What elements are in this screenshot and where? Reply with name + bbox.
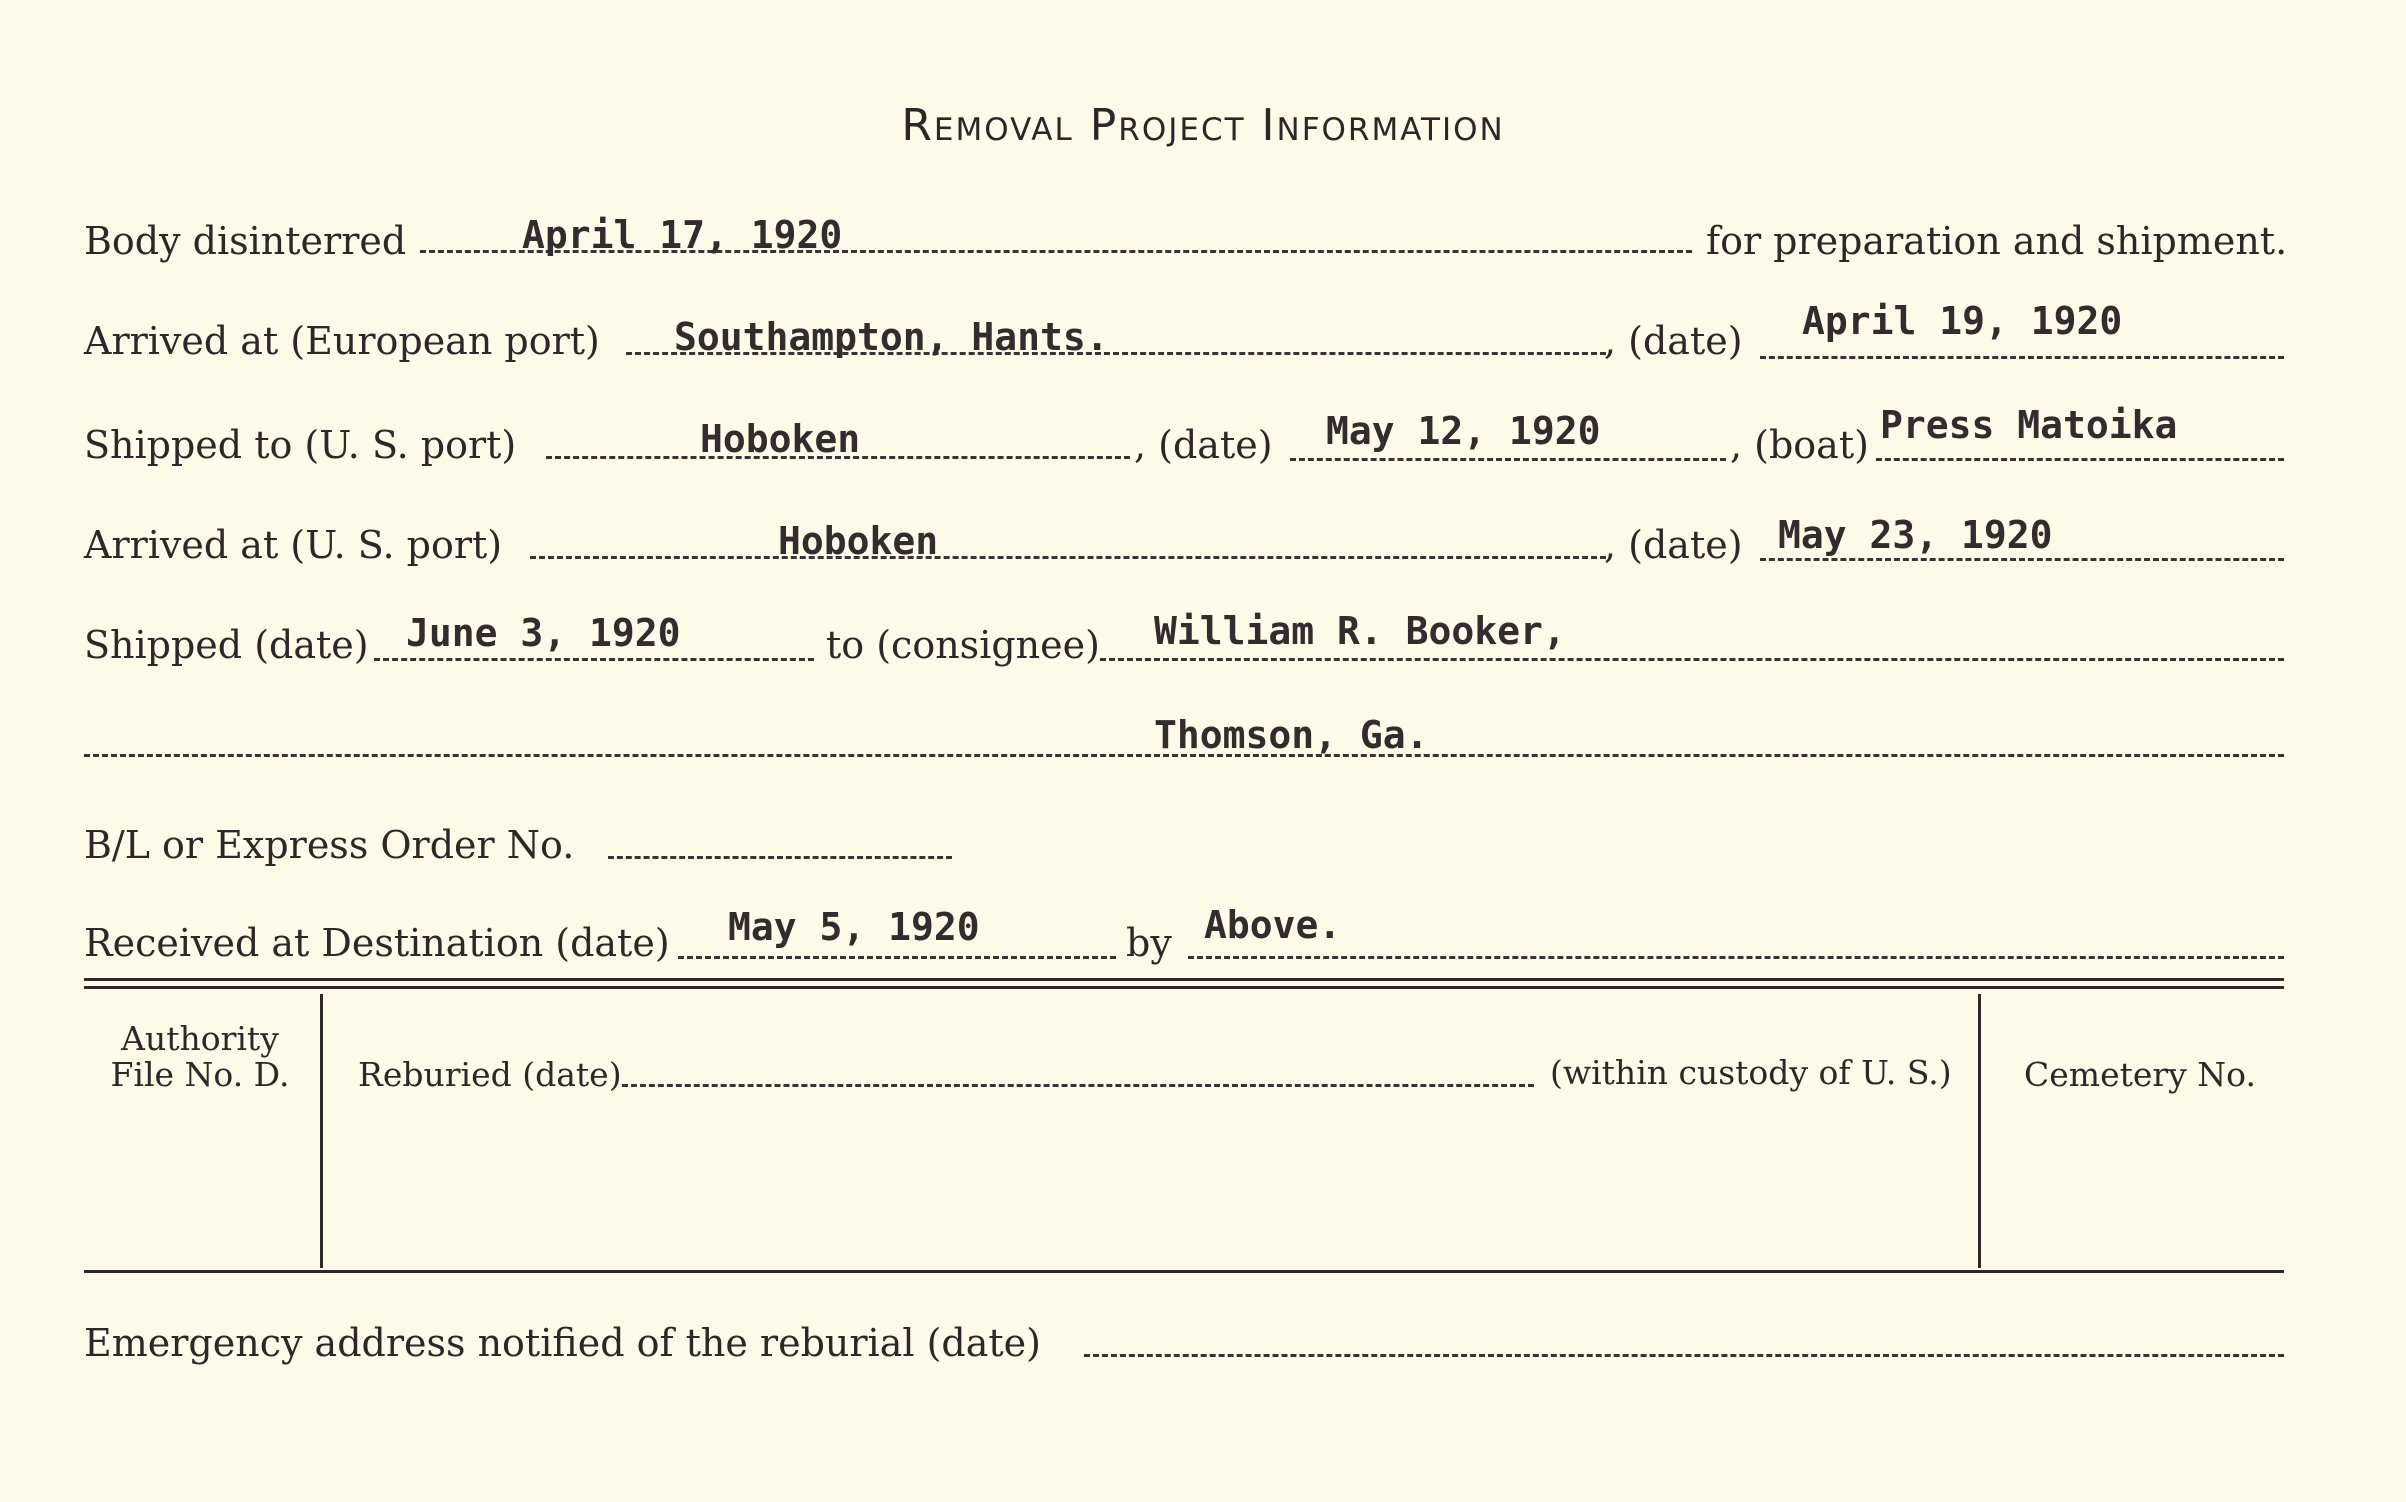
arrived-us-date-line bbox=[1760, 558, 2284, 561]
arrived-eu-value: Southampton, Hants. bbox=[674, 315, 1109, 359]
received-line bbox=[678, 956, 1116, 959]
table-divider-left bbox=[320, 994, 323, 1268]
custody-label: (within custody of U. S.) bbox=[1550, 1053, 1952, 1092]
authority-file-label: File No. D. bbox=[110, 1055, 290, 1094]
arrived-eu-label: Arrived at (European port) bbox=[84, 319, 600, 363]
table-bottom-rule bbox=[84, 1270, 2284, 1273]
shipped-us-boat-value: Press Matoika bbox=[1880, 403, 2178, 447]
received-label: Received at Destination (date) bbox=[84, 921, 670, 965]
consignee-label: to (consignee) bbox=[826, 623, 1100, 667]
arrived-eu-date-value: April 19, 1920 bbox=[1802, 299, 2123, 343]
arrived-eu-date-line bbox=[1760, 356, 2284, 359]
arrived-us-value: Hoboken bbox=[778, 519, 939, 563]
shipped-date-label: Shipped (date) bbox=[84, 623, 369, 667]
disinterred-label: Body disinterred bbox=[84, 219, 407, 263]
shipped-us-boat-line bbox=[1876, 458, 2284, 461]
shipped-date-value: June 3, 1920 bbox=[406, 611, 681, 655]
emergency-line bbox=[1084, 1354, 2284, 1357]
shipped-us-value: Hoboken bbox=[700, 417, 861, 461]
consignee-line bbox=[1100, 658, 2284, 661]
double-rule-top bbox=[84, 978, 2284, 981]
received-by-value: Above. bbox=[1204, 903, 1342, 947]
shipped-us-date-label: , (date) bbox=[1134, 423, 1273, 467]
arrived-us-line bbox=[530, 556, 1606, 559]
shipped-us-boat-label: , (boat) bbox=[1730, 423, 1869, 467]
shipped-date-line bbox=[374, 658, 814, 661]
authority-label: Authority bbox=[121, 1019, 279, 1058]
arrived-us-date-label: , (date) bbox=[1604, 523, 1743, 567]
bl-line bbox=[608, 856, 952, 859]
emergency-label: Emergency address notified of the reburial (date) bbox=[84, 1321, 1041, 1365]
disinterred-value: April 17, 1920 bbox=[522, 213, 843, 257]
shipped-us-date-value: May 12, 1920 bbox=[1326, 409, 1601, 453]
double-rule-bottom bbox=[84, 986, 2284, 989]
received-by-label: by bbox=[1126, 921, 1172, 965]
bl-label: B/L or Express Order No. bbox=[84, 823, 575, 867]
shipped-us-date-line bbox=[1290, 458, 1726, 461]
cemetery-label: Cemetery No. bbox=[2024, 1055, 2256, 1094]
arrived-us-label: Arrived at (U. S. port) bbox=[84, 523, 503, 567]
reburied-line bbox=[622, 1084, 1534, 1087]
received-by-line bbox=[1188, 956, 2284, 959]
consignee-value: William R. Booker, bbox=[1154, 609, 1566, 653]
table-divider-right bbox=[1978, 994, 1981, 1268]
received-value: May 5, 1920 bbox=[728, 905, 980, 949]
disinterred-suffix: for preparation and shipment. bbox=[1706, 219, 2288, 263]
card-title: Removal Project Information bbox=[901, 100, 1505, 151]
consignee-address: Thomson, Ga. bbox=[1154, 713, 1429, 757]
arrived-us-date-value: May 23, 1920 bbox=[1778, 513, 2053, 557]
reburied-label: Reburied (date) bbox=[358, 1055, 622, 1094]
shipped-us-label: Shipped to (U. S. port) bbox=[84, 423, 517, 467]
arrived-eu-date-label: , (date) bbox=[1604, 319, 1743, 363]
